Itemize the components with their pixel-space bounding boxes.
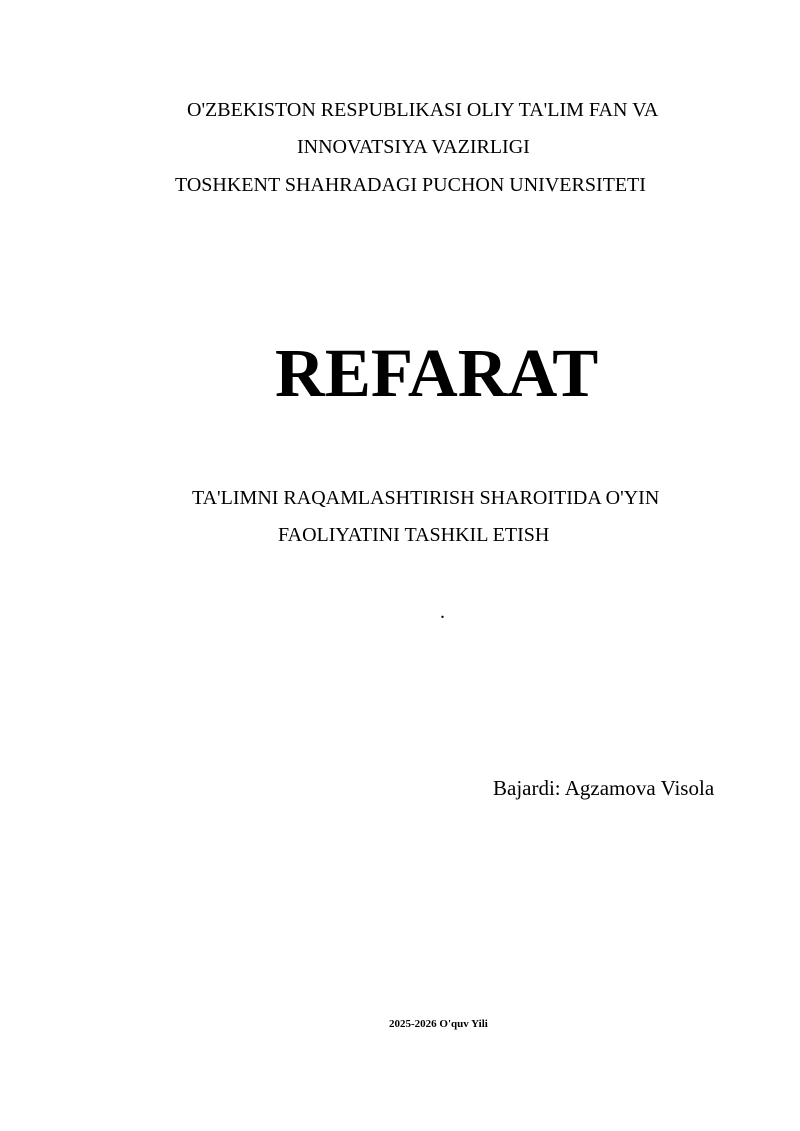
academic-year: 2025-2026 O'quv Yili	[389, 1018, 488, 1030]
ministry-name-line-2: INNOVATSIYA VAZIRLIGI	[297, 136, 530, 158]
topic-line-1: TA'LIMNI RAQAMLASHTIRISH SHAROITIDA O'YIN	[192, 487, 660, 509]
dot-mark: .	[440, 601, 445, 623]
author-line: Bajardi: Agzamova Visola	[493, 776, 715, 800]
ministry-name-line-1: O'ZBEKISTON RESPUBLIKASI OLIY TA'LIM FAN VA	[187, 99, 659, 121]
topic-line-2: FAOLIYATINI TASHKIL ETISH	[278, 524, 550, 546]
document-type-title: REFARAT	[275, 335, 599, 411]
university-name: TOSHKENT SHAHRADAGI PUCHON UNIVERSITETI	[175, 174, 646, 196]
